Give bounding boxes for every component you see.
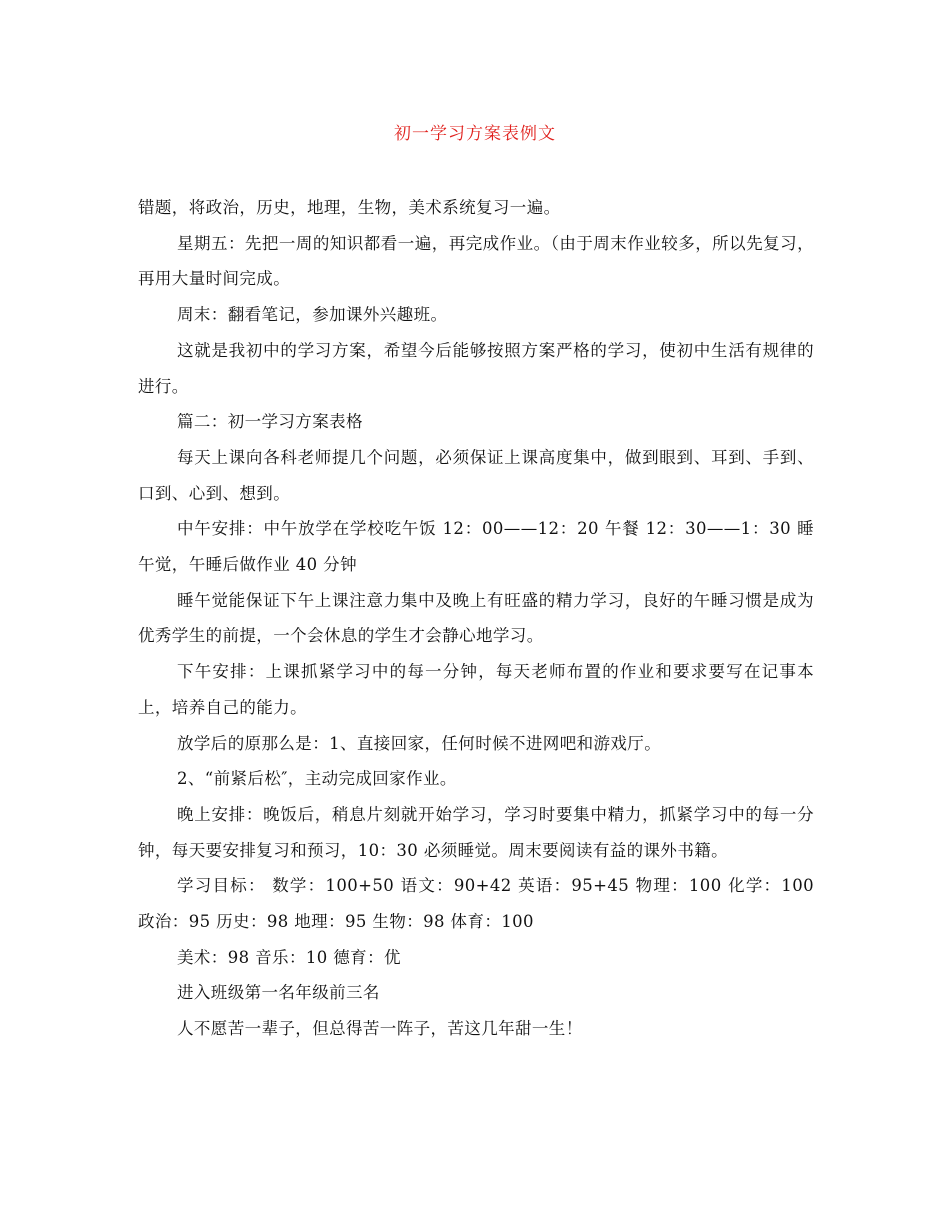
document-body xyxy=(138,190,814,1047)
section-heading-part-two: 篇二：初一学习方案表格 xyxy=(177,412,363,432)
paragraph-evening-schedule: 晚上安排：晚饭后，稍息片刻就开始学习，学习时要集中精力，抓紧学习中的每一分钟，每天要安排复习和预习，10：30 必须睡觉。周末要阅读有益的课外书籍。 xyxy=(138,804,814,860)
paragraph-weekend: 周末：翻看笔记，参加课外兴趣班。 xyxy=(177,305,448,325)
paragraph-friday: 星期五：先把一周的知识都看一遍，再完成作业。（由于周末作业较多，所以先复习，再用大量时间完成。 xyxy=(138,233,814,289)
paragraph-study-goals: 学习目标： 数学：100+50 语文：90+42 英语：95+45 物理：100 化学：100 政治：95 历史：98 地理：95 生物：98 体育：100 xyxy=(138,876,814,932)
paragraph-after-school-rule-1: 放学后的原那么是：1、直接回家，任何时候不进网吧和游戏厅。 xyxy=(177,733,662,753)
paragraph-closing-motto: 人不愿苦一辈子，但总得苦一阵子，苦这几年甜一生！ xyxy=(177,1019,583,1039)
paragraph-class-questions: 每天上课向各科老师提几个问题，必须保证上课高度集中，做到眼到、耳到、手到、口到、心到、想到。 xyxy=(138,447,814,503)
paragraph-afternoon-schedule: 下午安排：上课抓紧学习中的每一分钟，每天老师布置的作业和要求要写在记事本上，培养自己的能力。 xyxy=(138,662,814,717)
paragraph-other-goals: 美术：98 音乐：10 德育：优 xyxy=(177,947,401,967)
paragraph-plan-summary: 这就是我初中的学习方案，希望今后能够按照方案严格的学习，使初中生活有规律的进行。 xyxy=(138,340,814,396)
paragraph-after-school-rule-2: 2、“前紧后松″，主动完成回家作业。 xyxy=(177,769,457,789)
paragraph-noon-schedule: 中午安排：中午放学在学校吃午饭 12：00——12：20 午餐 12：30——1：30 睡午觉，午睡后做作业 40 分钟 xyxy=(138,519,814,575)
paragraph-nap-benefits: 睡午觉能保证下午上课注意力集中及晚上有旺盛的精力学习，良好的午睡习惯是成为优秀学生的前提，一个会休息的学生才会静心地学习。 xyxy=(138,590,814,646)
paragraph-rank-goal: 进入班级第一名年级前三名 xyxy=(177,983,380,1003)
paragraph-continuation: 错题，将政治，历史，地理，生物，美术系统复习一遍。 xyxy=(138,198,561,217)
document-title: 初一学习方案表例文 xyxy=(394,124,556,144)
